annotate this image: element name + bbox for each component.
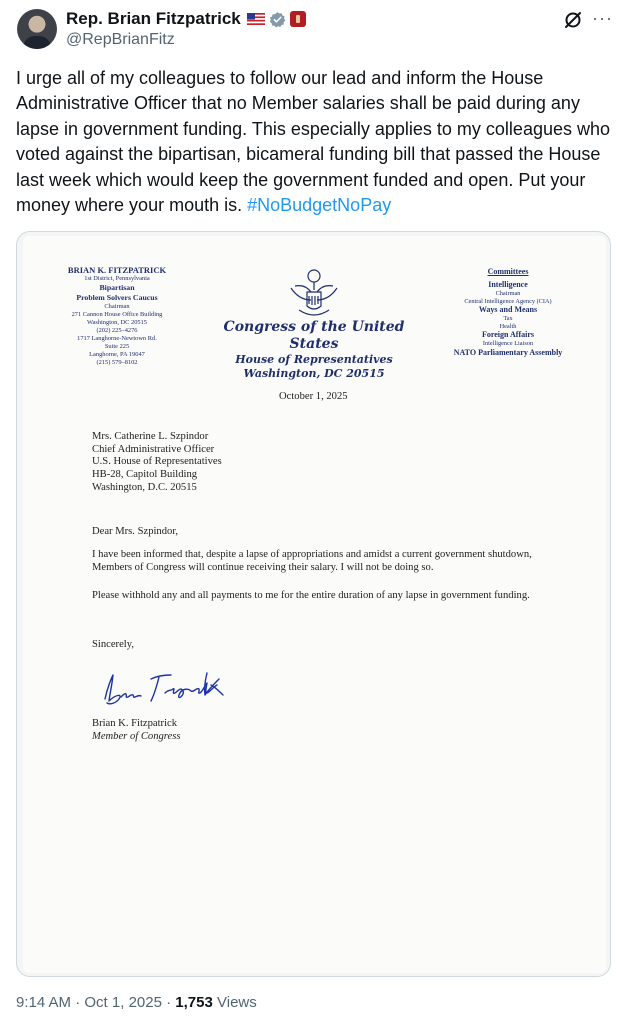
tweet-text [16, 66, 614, 218]
letterhead-line: Tax [503, 315, 513, 322]
recipient-line: Mrs. Catherine L. Szpindor [92, 431, 209, 442]
signature-icon [99, 667, 249, 712]
letterhead-committees: Committees [487, 267, 529, 276]
letterhead-house: House of Representatives [235, 353, 393, 366]
letterhead-center [199, 266, 429, 381]
verified-badge-icon[interactable] [269, 11, 286, 28]
recipient-line: Chief Administrative Officer [92, 443, 215, 455]
views-label: Views [217, 994, 257, 1011]
tweet-time[interactable]: 9:14 AM [16, 994, 72, 1011]
tweet-media-image[interactable] [16, 231, 611, 977]
tweet-meta [16, 994, 257, 1011]
letterhead-line: Intelligence Liaison [482, 340, 534, 347]
letterhead-line: Intelligence [488, 280, 528, 289]
letterhead-line: Central Intelligence Agency (CIA) [464, 297, 552, 305]
letterhead-line: Bipartisan [99, 283, 135, 292]
recipient-line: HB-28, Capitol Building [92, 469, 198, 481]
letterhead-line: 1st District, Pennsylvania [84, 275, 150, 282]
letterhead-line: 1717 Langhorne-Newtown Rd. [77, 335, 157, 342]
letterhead-line: Foreign Affairs [481, 330, 535, 339]
meta-separator: · [166, 994, 176, 1011]
letterhead-right [424, 267, 592, 358]
author-handle[interactable]: @RepBrianFitz [66, 31, 175, 48]
letter-closing: Sincerely, [92, 639, 134, 650]
letterhead-line: NATO Parliamentary Assembly [453, 347, 563, 357]
letterhead-line: Washington, DC 20515 [86, 319, 148, 326]
letter-recipient [92, 431, 222, 495]
more-icon[interactable]: ··· [592, 8, 613, 28]
author-display-name[interactable]: Rep. Brian Fitzpatrick [66, 9, 241, 28]
letterhead-washington: Washington, DC 20515 [243, 367, 385, 380]
letter-paragraph-1: I have been informed that, despite a lapse of appropriations and amidst a current government shutdown, Members of Congress will continue receiving their salary. I will not be doing so. [92, 549, 532, 573]
recipient-line: U.S. House of Representatives [92, 456, 222, 468]
views-count[interactable]: 1,753 [175, 994, 213, 1011]
avatar[interactable] [17, 9, 57, 49]
us-flag-icon [247, 13, 265, 25]
letterhead-line: Langhorne, PA 19047 [89, 351, 145, 358]
letterhead-line: Chairman [495, 290, 521, 297]
eagle-seal-icon [285, 266, 343, 318]
letter-paragraph-2: Please withhold any and all payments to me for the entire duration of any lapse in government funding. [92, 590, 530, 601]
signature-title: Member of Congress [92, 731, 181, 742]
letterhead-name: BRIAN K. FITZPATRICK [67, 265, 167, 275]
letterhead-line: (215) 579–8102 [96, 359, 138, 366]
letterhead-line: Problem Solvers Caucus [76, 293, 158, 302]
letterhead-line: Suite 225 [104, 343, 130, 350]
letter-date: October 1, 2025 [279, 391, 348, 402]
author-name-row [66, 8, 306, 30]
grok-icon[interactable] [563, 10, 583, 30]
letter-document [23, 236, 606, 973]
recipient-line: Washington, D.C. 20515 [92, 481, 197, 493]
letterhead-line: Health [499, 322, 517, 330]
letterhead-line: Chairman [104, 303, 130, 310]
letterhead-line: Ways and Means [478, 305, 538, 314]
house-affiliation-icon[interactable] [290, 11, 306, 27]
letterhead-line: 271 Cannon House Office Building [71, 311, 163, 318]
meta-separator: · [75, 994, 85, 1011]
tweet-body: I urge all of my colleagues to follow our lead and inform the House Administrative Officer that no Member salaries shall be paid during any lapse in government funding. This especially applies to my colleagues who voted against the bipartisan, bicameral funding bill that passed the House last week which would keep the government funded and open. Put your money where your mouth is. [16, 68, 611, 216]
letterhead-left [47, 265, 187, 367]
letter-salutation: Dear Mrs. Szpindor, [92, 526, 179, 537]
signature-name: Brian K. Fitzpatrick [92, 718, 178, 729]
letterhead-congress: Congress of the United States [223, 319, 405, 352]
tweet-date[interactable]: Oct 1, 2025 [84, 994, 162, 1011]
hashtag-link[interactable]: #NoBudgetNoPay [247, 195, 392, 216]
letterhead-line: (202) 225–4276 [96, 327, 138, 334]
